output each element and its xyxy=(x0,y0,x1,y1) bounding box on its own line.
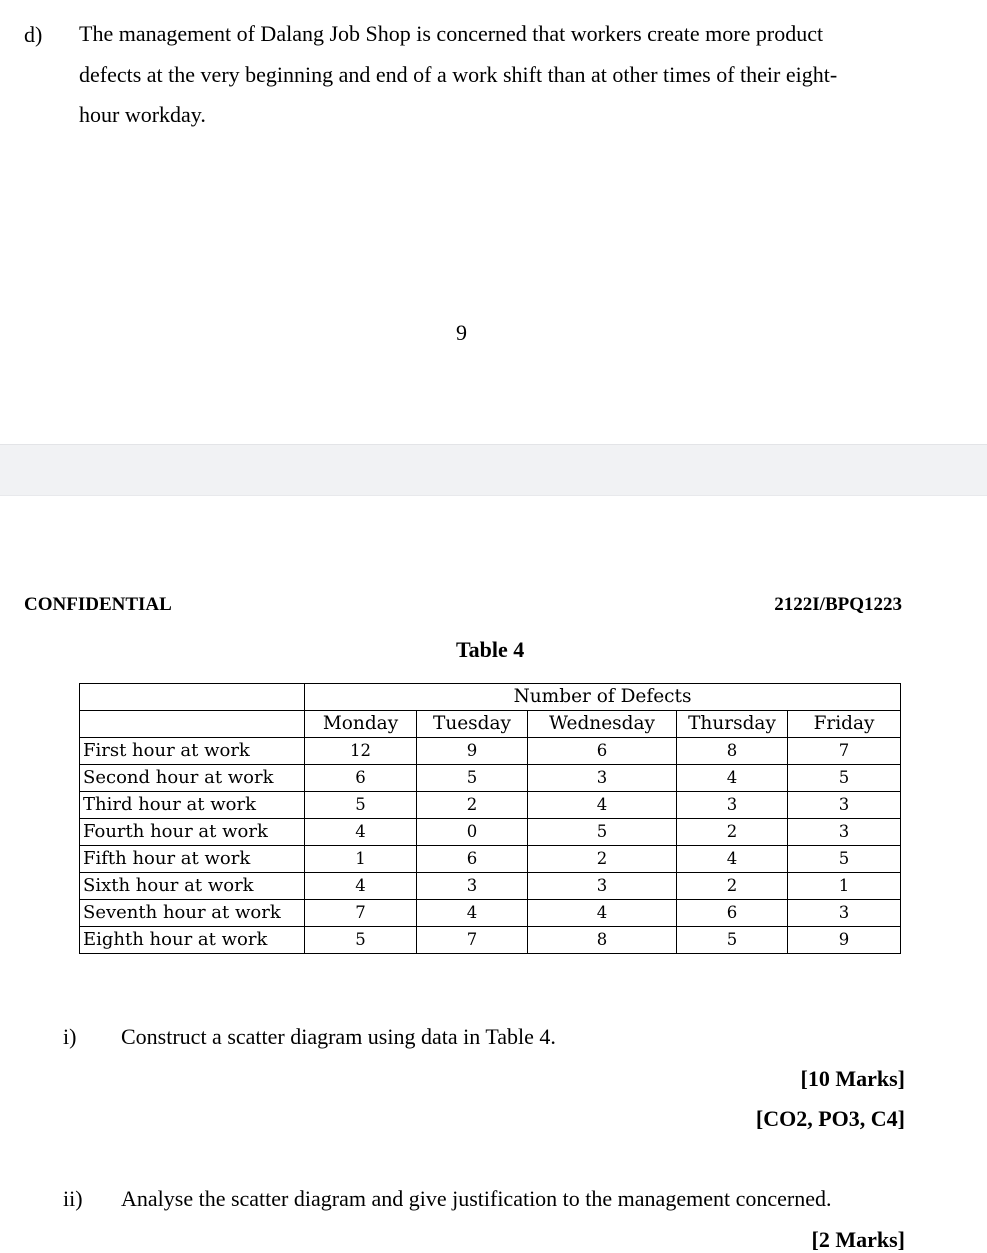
column-header-friday: Friday xyxy=(788,711,901,738)
table-group-header: Number of Defects xyxy=(305,684,901,711)
table-cell: 5 xyxy=(305,927,417,954)
row-label: Fifth hour at work xyxy=(80,846,305,873)
column-header-monday: Monday xyxy=(305,711,417,738)
subquestion-ii-label: ii) xyxy=(63,1186,83,1211)
table-cell: 5 xyxy=(788,765,901,792)
table-cell: 4 xyxy=(305,873,417,900)
row-label: Fourth hour at work xyxy=(80,819,305,846)
table-row xyxy=(80,846,901,873)
question-d-line-3: hour workday. xyxy=(79,102,206,127)
table-cell: 9 xyxy=(417,738,528,765)
table-cell: 6 xyxy=(528,738,677,765)
table-cell: 2 xyxy=(677,819,788,846)
row-label: First hour at work xyxy=(80,738,305,765)
header-course-code: 2122I/BPQ1223 xyxy=(774,594,902,615)
column-header-thursday: Thursday xyxy=(677,711,788,738)
subquestion-ii-marks: [2 Marks] xyxy=(811,1227,905,1252)
table-cell: 3 xyxy=(788,819,901,846)
table-cell: 7 xyxy=(788,738,901,765)
table-cell: 2 xyxy=(528,846,677,873)
table-cell: 4 xyxy=(528,900,677,927)
table-cell: 1 xyxy=(788,873,901,900)
page-number: 9 xyxy=(456,320,467,345)
subquestion-i-marks: [10 Marks] xyxy=(800,1066,905,1091)
table-cell: 6 xyxy=(677,900,788,927)
table-cell: 7 xyxy=(417,927,528,954)
table-cell: 8 xyxy=(528,927,677,954)
table-group-header-row xyxy=(80,684,901,711)
row-label: Eighth hour at work xyxy=(80,927,305,954)
table-cell: 5 xyxy=(305,792,417,819)
table-cell: 5 xyxy=(788,846,901,873)
question-d-line-1: The management of Dalang Job Shop is concerned that workers create more product xyxy=(79,21,824,46)
table-cell: 0 xyxy=(417,819,528,846)
subquestion-i-outcomes: [CO2, PO3, C4] xyxy=(755,1106,905,1131)
table-cell: 5 xyxy=(528,819,677,846)
table-cell: 6 xyxy=(417,846,528,873)
row-label: Seventh hour at work xyxy=(80,900,305,927)
table-cell: 12 xyxy=(305,738,417,765)
table-row xyxy=(80,792,901,819)
question-d-line-2: defects at the very beginning and end of a work shift than at other times of their eight- xyxy=(79,61,838,87)
row-label: Third hour at work xyxy=(80,792,305,819)
table-cell: 3 xyxy=(417,873,528,900)
column-header-wednesday: Wednesday xyxy=(528,711,677,738)
table-row xyxy=(80,738,901,765)
table-row xyxy=(80,819,901,846)
question-d-text xyxy=(79,14,905,136)
table-cell: 9 xyxy=(788,927,901,954)
table-cell: 3 xyxy=(788,900,901,927)
table-cell: 3 xyxy=(788,792,901,819)
table-caption: Table 4 xyxy=(456,637,525,662)
table-cell: 4 xyxy=(528,792,677,819)
table-cell: 2 xyxy=(417,792,528,819)
header-confidential: CONFIDENTIAL xyxy=(24,594,172,615)
table-cell: 5 xyxy=(417,765,528,792)
subquestion-i-text: Construct a scatter diagram using data in Table 4. xyxy=(121,1024,556,1049)
table-cell: 3 xyxy=(528,873,677,900)
table-cell: 6 xyxy=(305,765,417,792)
table-cell: 4 xyxy=(677,846,788,873)
subquestion-ii-text: Analyse the scatter diagram and give justification to the management concerned. xyxy=(121,1186,832,1211)
row-label: Sixth hour at work xyxy=(80,873,305,900)
table-cell: 4 xyxy=(305,819,417,846)
question-d-label: d) xyxy=(24,22,43,47)
table-cell: 4 xyxy=(677,765,788,792)
page-break-gap xyxy=(0,444,987,496)
defects-table xyxy=(79,683,901,954)
table-corner-cell xyxy=(80,684,305,711)
table-row xyxy=(80,765,901,792)
row-label: Second hour at work xyxy=(80,765,305,792)
subquestion-i-label: i) xyxy=(63,1024,77,1049)
table-column-header-row xyxy=(80,711,901,738)
table-cell: 3 xyxy=(677,792,788,819)
table-cell: 3 xyxy=(528,765,677,792)
column-header-tuesday: Tuesday xyxy=(417,711,528,738)
table-cell: 7 xyxy=(305,900,417,927)
table-cell: 1 xyxy=(305,846,417,873)
table-cell: 8 xyxy=(677,738,788,765)
table-cell: 5 xyxy=(677,927,788,954)
table-row xyxy=(80,873,901,900)
table-corner-cell-2 xyxy=(80,711,305,738)
table-cell: 2 xyxy=(677,873,788,900)
table-row xyxy=(80,900,901,927)
table-cell: 4 xyxy=(417,900,528,927)
table-row xyxy=(80,927,901,954)
